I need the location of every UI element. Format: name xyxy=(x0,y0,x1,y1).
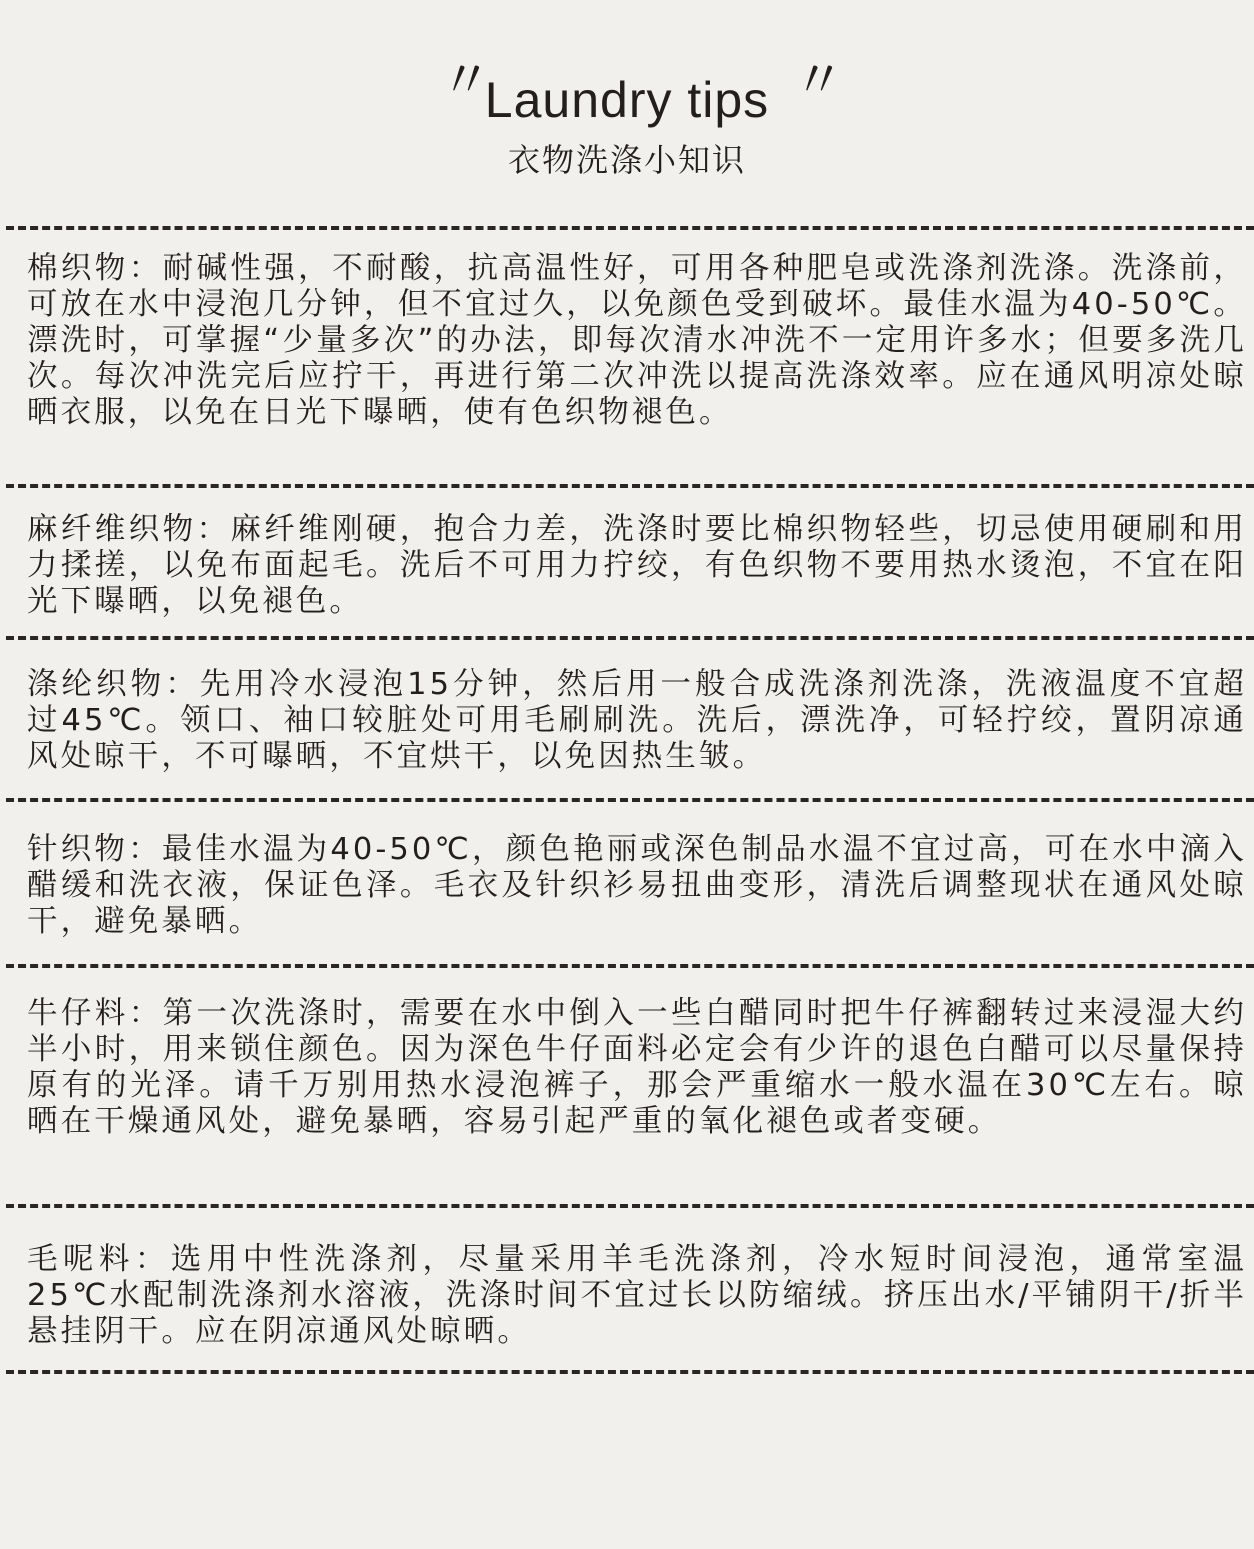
title-row xyxy=(0,53,1254,132)
page-header xyxy=(0,53,1254,180)
tip-text: 先用冷水浸泡15分钟，然后用一般合成洗涤剂洗涤，洗液温度不宜超过45℃。领口、袖口较脏处可用毛刷刷洗。洗后，漂洗净，可轻拧绞，置阴凉通风处晾干，不可曝晒，不宜烘干，以免因热生皱。 xyxy=(27,667,1247,774)
section-divider xyxy=(6,1370,1254,1374)
tip-text: 第一次洗涤时，需要在水中倒入一些白醋同时把牛仔裤翻转过来浸湿大约半小时，用来锁住颜色。因为深色牛仔面料必定会有少许的退色白醋可以尽量保持原有的光泽。请千万别用热水浸泡裤子，那会严重缩水一般水温在30℃左右。晾晒在干燥通风处，避免暴晒，容易引起严重的氧化褪色或者变硬。 xyxy=(27,996,1247,1139)
section-divider xyxy=(6,964,1254,968)
tip-knitwear xyxy=(27,832,1247,940)
tip-text: 麻纤维刚硬，抱合力差，洗涤时要比棉织物轻些，切忌使用硬刷和用力揉搓，以免布面起毛。洗后不可用力拧绞，有色织物不要用热水烫泡，不宜在阳光下曝晒，以免褪色。 xyxy=(27,512,1247,619)
tip-heading: 麻纤维织物： xyxy=(27,512,231,547)
tip-heading: 针织物： xyxy=(27,832,162,867)
tip-heading: 牛仔料： xyxy=(27,996,163,1031)
tip-text: 耐碱性强，不耐酸，抗高温性好，可用各种肥皂或洗涤剂洗涤。洗涤前，可放在水中浸泡几分钟，但不宜过久，以免颜色受到破坏。最佳水温为40-50℃。漂洗时，可掌握“少量多次”的办法，即每次清水冲洗不一定用许多水；但要多洗几次。每次冲洗完后应拧干，再进行第二次冲洗以提高洗涤效率。应在通风明凉处晾晒衣服，以免在日光下曝晒，使有色织物褪色。 xyxy=(27,251,1247,430)
page-title: Laundry tips xyxy=(484,72,770,128)
section-divider xyxy=(6,1204,1254,1208)
tip-heading: 涤纶织物： xyxy=(27,667,200,702)
tip-text: 最佳水温为40-50℃，颜色艳丽或深色制品水温不宜过高，可在水中滴入醋缓和洗衣液，保证色泽。毛衣及针织衫易扭曲变形，清洗后调整现状在通风处晾干，避免暴晒。 xyxy=(27,832,1248,939)
section-divider xyxy=(6,484,1254,488)
tip-heading: 棉织物： xyxy=(27,251,163,286)
tip-denim xyxy=(27,996,1247,1140)
open-quote-mark: 〃 xyxy=(440,53,493,110)
tip-heading: 毛呢料： xyxy=(27,1242,171,1277)
close-quote-mark: 〃 xyxy=(793,53,846,110)
section-divider xyxy=(6,636,1254,640)
section-divider xyxy=(6,798,1254,802)
tip-linen xyxy=(27,512,1247,620)
tip-text: 选用中性洗涤剂，尽量采用羊毛洗涤剂，冷水短时间浸泡，通常室温25℃水配制洗涤剂水溶液，洗涤时间不宜过长以防缩绒。挤压出水/平铺阴干/折半悬挂阴干。应在阴凉通风处晾晒。 xyxy=(27,1242,1247,1349)
tip-cotton xyxy=(27,251,1247,431)
section-divider xyxy=(6,226,1254,230)
tip-polyester xyxy=(27,667,1247,775)
tip-wool xyxy=(27,1242,1247,1350)
page-subtitle: 衣物洗涤小知识 xyxy=(507,141,746,179)
